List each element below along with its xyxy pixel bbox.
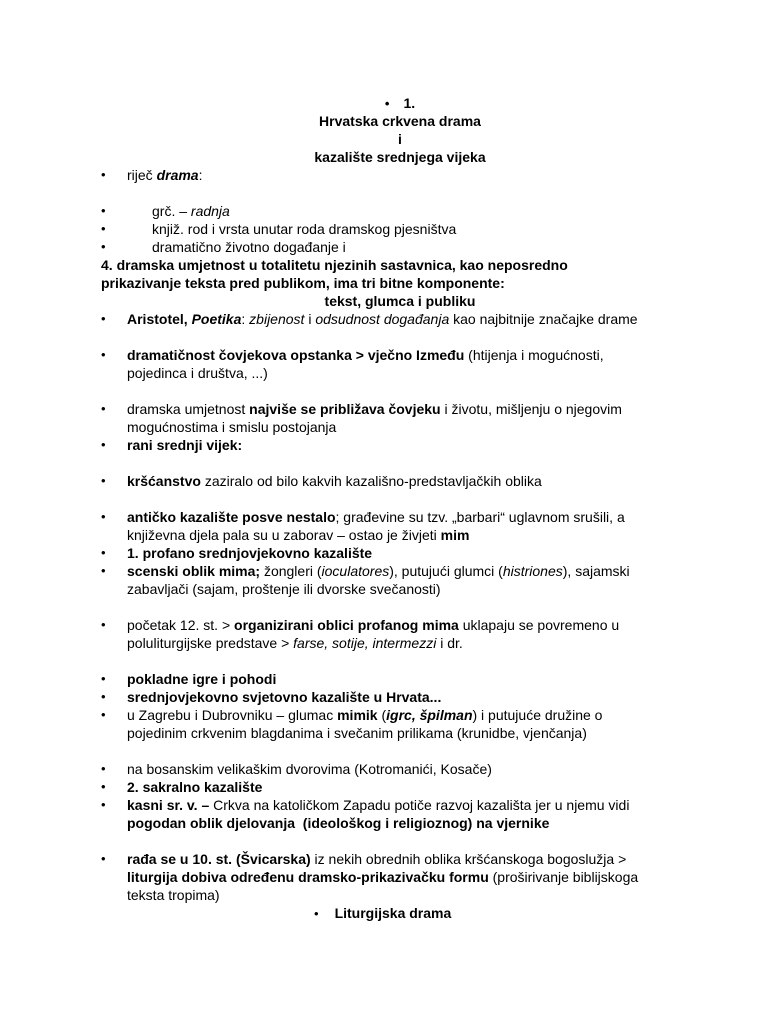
list-item: 2. sakralno kazalište — [127, 779, 263, 795]
list-item-continuation: liturgija dobiva određenu dramsko-prikazivačku formu (proširivanje biblijskoga — [127, 869, 639, 885]
bullet-icon: • — [101, 221, 106, 236]
list-item: početak 12. st. > organizirani oblici profanog mima uklapaju se povremeno u — [127, 617, 620, 633]
list-item-continuation: pogodan oblik djelovanja (ideološkog i religioznog) na vjernike — [127, 815, 550, 831]
paragraph-line: 4. dramska umjetnost u totalitetu njezinih sastavnica, kao neposredno — [101, 257, 568, 273]
list-item: dramska umjetnost najviše se približava čovjeku i životu, mišljenju o njegovim — [127, 401, 622, 417]
list-item: riječ drama: — [127, 167, 203, 183]
list-item: Aristotel, Poetika: zbijenost i odsudnost događanja kao najbitnije značajke drame — [127, 311, 638, 327]
bullet-icon: • — [384, 96, 390, 111]
bullet-icon: • — [101, 707, 106, 722]
bullet-icon: • — [101, 545, 106, 560]
list-item: rađa se u 10. st. (Švicarska) iz nekih obrednih oblika kršćanskoga bogoslužja > — [127, 851, 627, 867]
list-item-continuation: poluliturgijske predstave > farse, sotije, intermezzi i dr. — [127, 635, 463, 651]
bullet-icon: • — [101, 509, 106, 524]
list-item: na bosanskim velikaškim dvorovima (Kotromanići, Kosače) — [127, 761, 492, 777]
list-item: pokladne igre i pohodi — [127, 671, 277, 687]
bullet-icon: • — [101, 347, 106, 362]
list-item: srednjovjekovno svjetovno kazalište u Hrvata... — [127, 689, 442, 705]
list-item: antičko kazalište posve nestalo; građevine su tzv. „barbari“ uglavnom srušili, a — [127, 509, 625, 525]
list-item: u Zagrebu i Dubrovniku – glumac mimik (igrc, špilman) i putujuće družine o — [127, 707, 603, 723]
list-item-continuation: teksta tropima) — [127, 887, 220, 903]
bullet-icon: • — [101, 239, 106, 254]
bullet-icon: • — [101, 473, 106, 488]
list-item-continuation: književna djela pala su u zaborav – ostao je živjeti mim — [127, 527, 470, 543]
bullet-icon: • — [101, 311, 106, 326]
bullet-icon: • — [101, 617, 106, 632]
list-item-continuation: zabavljači (sajam, proštenje ili dvorske svečanosti) — [127, 581, 441, 597]
heading-subtitle: kazalište srednjega vijeka — [314, 149, 486, 165]
heading-title: Hrvatska crkvena drama — [319, 113, 481, 129]
list-item-continuation: pojedinim crkvenim blagdanima i svečanim prilikama (krunidbe, vjenčanja) — [127, 725, 587, 741]
bullet-icon: • — [101, 689, 106, 704]
list-item: rani srednji vijek: — [127, 437, 243, 453]
list-item: kasni sr. v. – Crkva na katoličkom Zapadu potiče razvoj kazališta jer u njemu vidi — [127, 797, 630, 813]
bullet-icon: • — [101, 797, 106, 812]
bullet-icon: • — [101, 761, 106, 776]
bullet-icon: • — [101, 851, 106, 866]
list-item: 1. profano srednjovjekovno kazalište — [127, 545, 373, 561]
bullet-icon: • — [314, 906, 319, 921]
list-item: knjiž. rod i vrsta unutar roda dramskog pjesništva — [152, 221, 457, 237]
bullet-icon: • — [101, 203, 106, 218]
bullet-icon: • — [101, 167, 106, 182]
bullet-icon: • — [101, 563, 106, 578]
bullet-icon: • — [101, 779, 106, 794]
paragraph-center-line: tekst, glumca i publiku — [324, 293, 476, 309]
list-item: scenski oblik mima; žongleri (ioculatores), putujući glumci (histriones), sajamski — [127, 563, 630, 579]
list-item-continuation: mogućnostima i smislu postojanja — [127, 419, 337, 435]
list-item: kršćanstvo zaziralo od bilo kakvih kazališno-predstavljačkih oblika — [127, 473, 542, 489]
list-item: dramatično životno događanje i — [152, 239, 346, 255]
heading-connector: i — [398, 131, 402, 147]
heading-number: • 1. — [384, 95, 416, 111]
list-item-continuation: pojedinca i društva, ...) — [127, 365, 268, 381]
paragraph-line: prikazivanje teksta pred publikom, ima tri bitne komponente: — [101, 275, 505, 291]
bullet-icon: • — [101, 671, 106, 686]
bullet-icon: • — [101, 401, 106, 416]
list-item: dramatičnost čovjekova opstanka > vječno Između (htijenja i mogućnosti, — [127, 347, 604, 363]
closing-heading: • Liturgijska drama — [314, 905, 452, 921]
bullet-icon: • — [101, 437, 106, 452]
list-item: grč. – radnja — [152, 203, 230, 219]
